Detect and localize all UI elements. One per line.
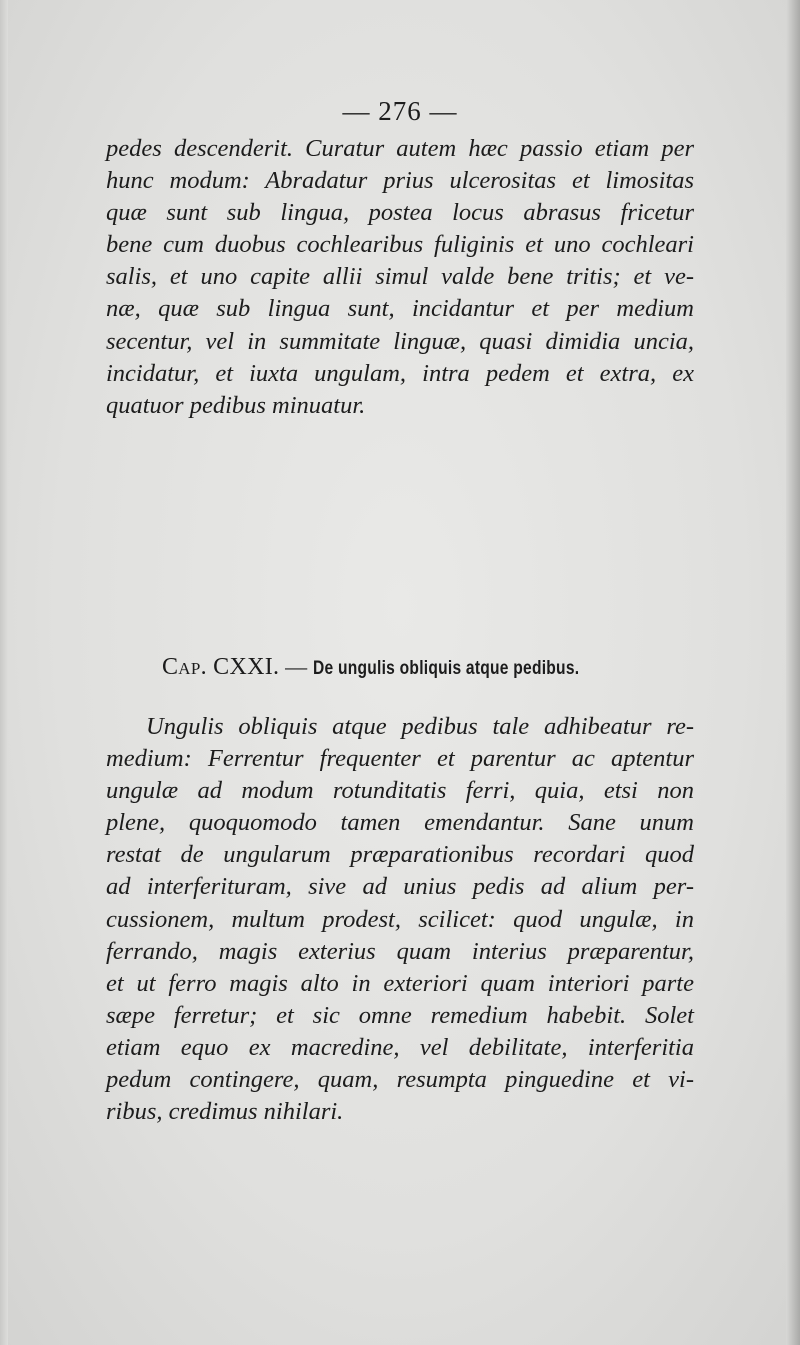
paragraph-1 [106,133,694,422]
text-line: ad interferituram, sive ad unius pedis ad alium per- [106,873,694,901]
text-line: medium: Ferrentur frequenter et parentur ac aptentur [106,745,694,773]
text-line: plene, quoquomodo tamen emendantur. Sane unum [106,809,694,837]
chapter-heading [0,654,800,681]
text-line: bene cum duobus cochlearibus fuliginis et uno cochleari [106,231,694,259]
text-line: ungulæ ad modum rotunditatis ferri, quia, etsi non [106,777,694,805]
paragraph-2 [106,711,694,1128]
page-number: — 276 — [342,96,458,126]
text-line: pedum contingere, quam, resumpta pinguedine et vi- [106,1066,694,1094]
chapter-number: Cap. CXXI. [161,654,280,680]
text-line: hunc modum: Abradatur prius ulcerositas et limositas [106,167,694,195]
chapter-title: De ungulis obliquis atque pedibus. [313,658,580,679]
text-line: et ut ferro magis alto in exteriori quam interiori parte [106,969,694,997]
chapter-dash: — [285,654,308,679]
text-line: ferrando, magis exterius quam interius præparentur, [106,937,694,965]
text-line: pedes descenderit. Curatur autem hæc passio etiam per [106,135,694,162]
text-line: restat de ungularum præparationibus recordari quod [106,841,694,869]
text-line: quæ sunt sub lingua, postea locus abrasus fricetur [106,199,694,227]
text-line: incidatur, et iuxta ungulam, intra pedem et extra, ex [106,359,694,387]
text-line: Ungulis obliquis atque pedibus tale adhibeatur re- [146,713,694,740]
text-line: ribus, credimus nihilari. [106,1098,344,1126]
text-line: salis, et uno capite allii simul valde bene tritis; et ve- [106,263,694,291]
text-line: næ, quæ sub lingua sunt, incidantur et per medium [106,295,694,323]
text-line: sæpe ferretur; et sic omne remedium habebit. Solet [106,1001,694,1029]
text-line: secentur, vel in summitate linguæ, quasi dimidia uncia, [106,327,694,355]
text-line: etiam equo ex macredine, vel debilitate, interferitia [106,1033,694,1061]
text-line: cussionem, multum prodest, scilicet: quod ungulæ, in [106,905,694,933]
text-line: quatuor pedibus minuatur. [106,391,366,419]
